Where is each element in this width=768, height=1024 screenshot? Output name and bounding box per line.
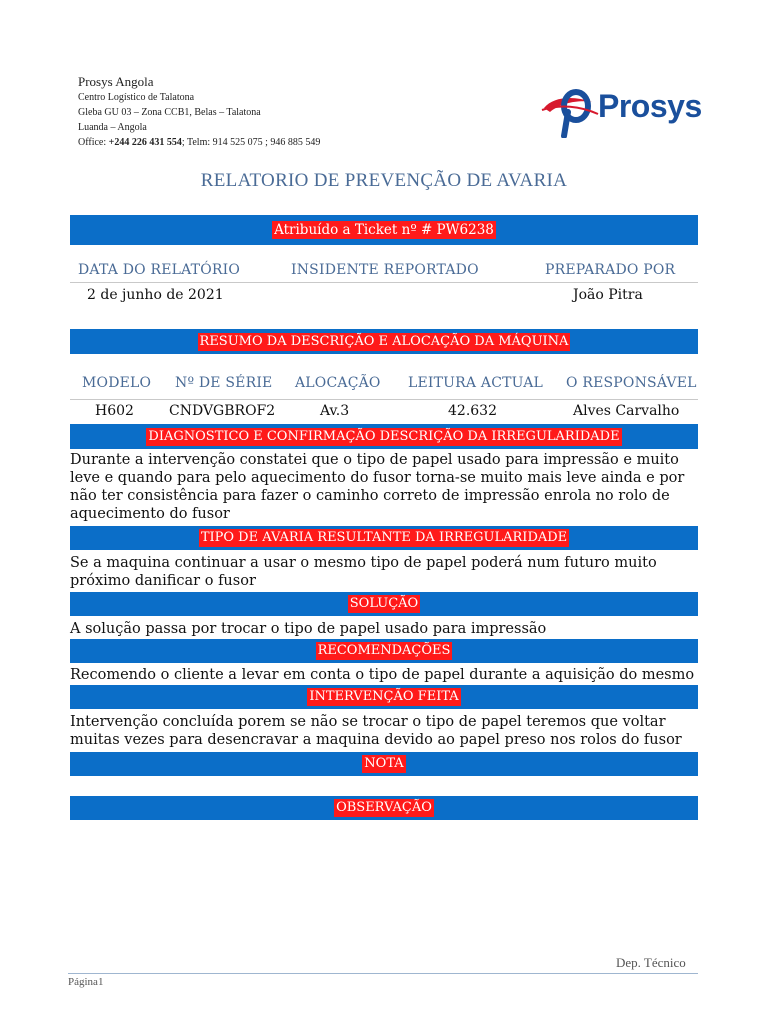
mobile-phones: ; Telm: 914 525 075 ; 946 885 549: [181, 137, 321, 148]
intervention-label: INTERVENÇÃO FEITA: [309, 689, 459, 704]
solution-text: A solução passa por trocar o tipo de papel usado para impressão: [70, 621, 547, 637]
address-line-2: Gleba GU 03 – Zona CCB1, Belas – Talatona: [78, 107, 261, 118]
page-number: Página1: [68, 976, 104, 988]
footer-divider: [68, 973, 698, 974]
diagnostic-bar: [70, 424, 698, 449]
machine-responsible: Alves Carvalho: [573, 403, 680, 419]
prosys-swoosh-icon: [540, 82, 600, 138]
footer-department: Dep. Técnico: [616, 955, 686, 970]
note-label: NOTA: [364, 756, 404, 771]
machine-allocation: Av.3: [320, 403, 350, 419]
solution-label: SOLUÇÃO: [349, 596, 419, 611]
office-label: Office:: [78, 137, 109, 148]
header-report-date: DATA DO RELATÓRIO: [78, 262, 241, 278]
ticket-label: Atribuído a Ticket nº # PW6238: [274, 222, 494, 238]
address-line-1: Centro Logístico de Talatona: [78, 92, 195, 103]
header-allocation: ALOCAÇÃO: [295, 375, 381, 391]
diagnostic-text: Durante a intervenção constatei que o tipo de papel usado para impressão e muito leve e quando para pelo aquecimento do fusor torna-se muito mais leve ainda e por não ter consistência para fazer o caminho correto de impressão enrola no rolo de aquecimento do fusor: [70, 452, 685, 522]
divider: [70, 399, 698, 400]
prepared-by: João Pitra: [573, 287, 643, 303]
machine-reading: 42.632: [448, 403, 497, 419]
header-model: MODELO: [82, 375, 152, 391]
logo-wordmark: Prosys: [598, 88, 702, 124]
address-line-3: Luanda – Angola: [78, 122, 147, 133]
header-reading: LEITURA ACTUAL: [408, 375, 544, 391]
intervention-text: Intervenção concluída porem se não se trocar o tipo de papel teremos que voltar muitas vezes para desencravar a maquina devido ao papel preso nos rolos do fusor: [70, 714, 682, 748]
note-bar: [70, 752, 698, 776]
header-serial: Nº DE SÉRIE: [175, 375, 273, 391]
report-date: 2 de junho de 2021: [87, 287, 224, 303]
header-responsible: O RESPONSÁVEL: [566, 375, 697, 391]
office-phone: +244 226 431 554: [108, 137, 182, 148]
damage-type-text: Se a maquina continuar a usar o mesmo tipo de papel poderá num futuro muito próximo danificar o fusor: [70, 555, 657, 589]
observation-bar: [70, 796, 698, 820]
intervention-bar: [70, 685, 698, 709]
company-info: [78, 73, 320, 150]
diagnostic-label: DIAGNOSTICO E CONFIRMAÇÃO DESCRIÇÃO DA IRREGULARIDADE: [148, 428, 620, 444]
machine-summary-label: RESUMO DA DESCRIÇÃO E ALOCAÇÃO DA MÁQUINA: [199, 333, 569, 349]
observation-label: OBSERVAÇÃO: [336, 800, 432, 815]
company-name: Prosys Angola: [78, 74, 154, 89]
recommendations-label: RECOMENDAÇÕES: [317, 643, 451, 658]
recommendations-text: Recomendo o cliente a levar em conta o tipo de papel durante a aquisição do mesmo: [70, 667, 695, 683]
machine-summary-bar: [70, 329, 698, 354]
damage-type-label: TIPO DE AVARIA RESULTANTE DA IRREGULARIDADE: [200, 530, 568, 545]
divider: [70, 282, 698, 283]
machine-serial: CNDVGBROF2: [169, 403, 276, 419]
recommendations-bar: [70, 639, 698, 663]
office-contacts: [78, 135, 320, 150]
damage-type-bar: [70, 526, 698, 550]
header-incident: INSIDENTE REPORTADO: [291, 262, 479, 278]
machine-model: H602: [95, 403, 134, 419]
prosys-logo: [540, 82, 702, 138]
report-title: RELATORIO DE PREVENÇÃO DE AVARIA: [200, 170, 568, 191]
ticket-bar: [70, 215, 698, 245]
header-prepared-by: PREPARADO POR: [545, 262, 676, 278]
solution-bar: [70, 592, 698, 616]
